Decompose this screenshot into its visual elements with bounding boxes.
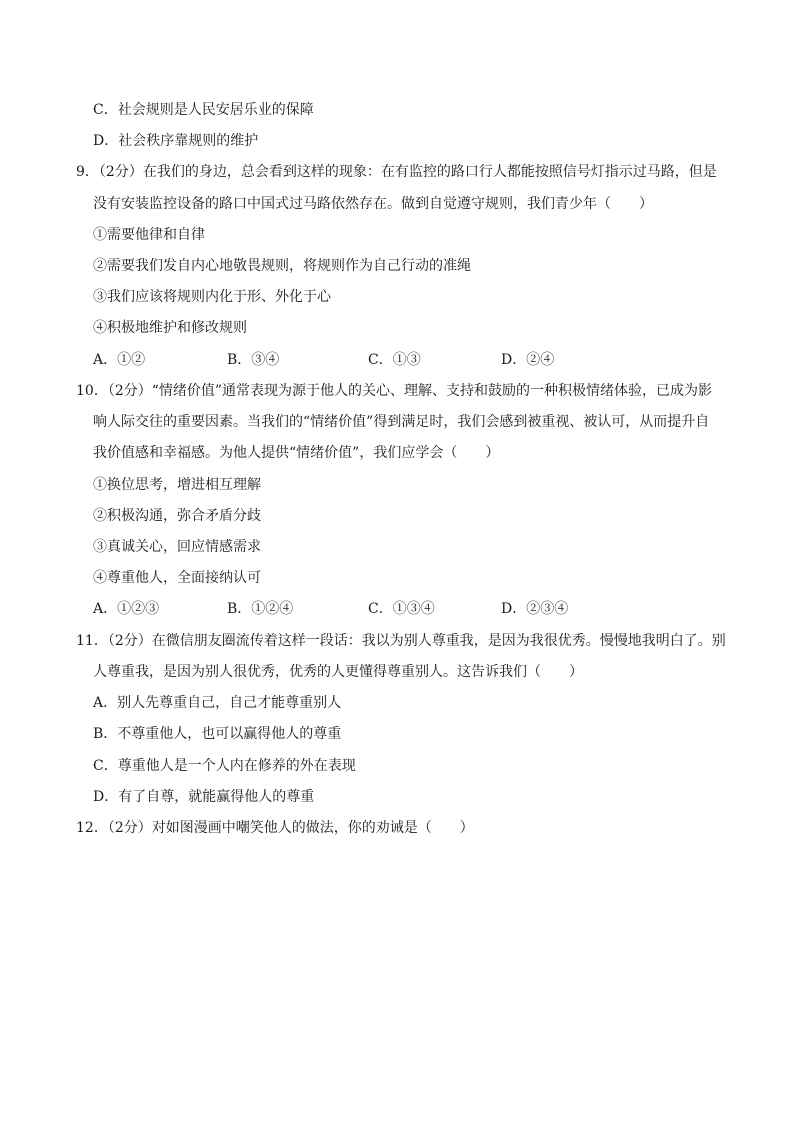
q9-item-1: ①需要他律和自律 xyxy=(93,227,205,243)
q9-choices xyxy=(93,350,653,370)
q10-item-1: ①换位思考，增进相互理解 xyxy=(93,477,261,493)
q9-choice-d: D．②④ xyxy=(501,352,555,368)
q8-option-d: D．社会秩序靠规则的维护 xyxy=(93,133,259,149)
q9-choice-a: A．①② xyxy=(93,352,146,368)
q10-item-2: ②积极沟通，弥合矛盾分歧 xyxy=(93,508,261,524)
q9-stem-line-1: 9．（2分）在我们的身边，总会看到这样的现象：在有监控的路口行人都能按照信号灯指示过马路，但是 xyxy=(76,164,717,180)
q10-choice-c: C．①③④ xyxy=(368,601,435,617)
q11-option-d: D．有了自尊，就能赢得他人的尊重 xyxy=(93,789,315,805)
q10-choices xyxy=(93,599,653,619)
q9-item-2: ②需要我们发自内心地敬畏规则，将规则作为自己行动的准绳 xyxy=(93,258,471,274)
q9-stem-line-2: 没有安装监控设备的路口中国式过马路依然存在。做到自觉遵守规则，我们青少年（ ） xyxy=(93,196,653,212)
q10-choice-a: A．①②③ xyxy=(93,601,160,617)
q9-choice-b: B．③④ xyxy=(227,352,280,368)
q11-stem-line-1: 11．（2分）在微信朋友圈流传着这样一段话：我以为别人尊重我，是因为我很优秀。慢慢地我明白了。别 xyxy=(76,633,726,649)
q9-choice-c: C．①③ xyxy=(368,352,421,368)
q10-stem-line-1: 10．（2分）“情绪价值”通常表现为源于他人的关心、理解、支持和鼓励的一种积极情绪体验，已成为影 xyxy=(76,383,713,399)
q11-option-b: B．不尊重他人，也可以赢得他人的尊重 xyxy=(93,726,342,742)
q10-item-3: ③真诚关心，回应情感需求 xyxy=(93,539,261,555)
q10-stem-line-3: 我价值感和幸福感。为他人提供“情绪价值”，我们应学会（ ） xyxy=(93,445,500,461)
q10-item-4: ④尊重他人，全面接纳认可 xyxy=(93,570,261,586)
q10-choice-d: D．②③④ xyxy=(501,601,569,617)
q9-item-4: ④积极地维护和修改规则 xyxy=(93,320,247,336)
q12-stem-line-1: 12．（2分）对如图漫画中嘲笑他人的做法，你的劝诫是（ ） xyxy=(76,820,474,836)
q10-choice-b: B．①②④ xyxy=(227,601,294,617)
q11-stem-line-2: 人尊重我，是因为别人很优秀，优秀的人更懂得尊重别人。这告诉我们（ ） xyxy=(93,664,583,680)
q10-stem-line-2: 响人际交往的重要因素。当我们的“情绪价值”得到满足时，我们会感到被重视、被认可，从而提升自 xyxy=(93,414,710,430)
q11-option-a: A．别人先尊重自己，自己才能尊重别人 xyxy=(93,695,342,711)
q8-option-c: C．社会规则是人民安居乐业的保障 xyxy=(93,102,314,118)
q9-item-3: ③我们应该将规则内化于形、外化于心 xyxy=(93,289,331,305)
q11-option-c: C．尊重他人是一个人内在修养的外在表现 xyxy=(93,758,356,774)
